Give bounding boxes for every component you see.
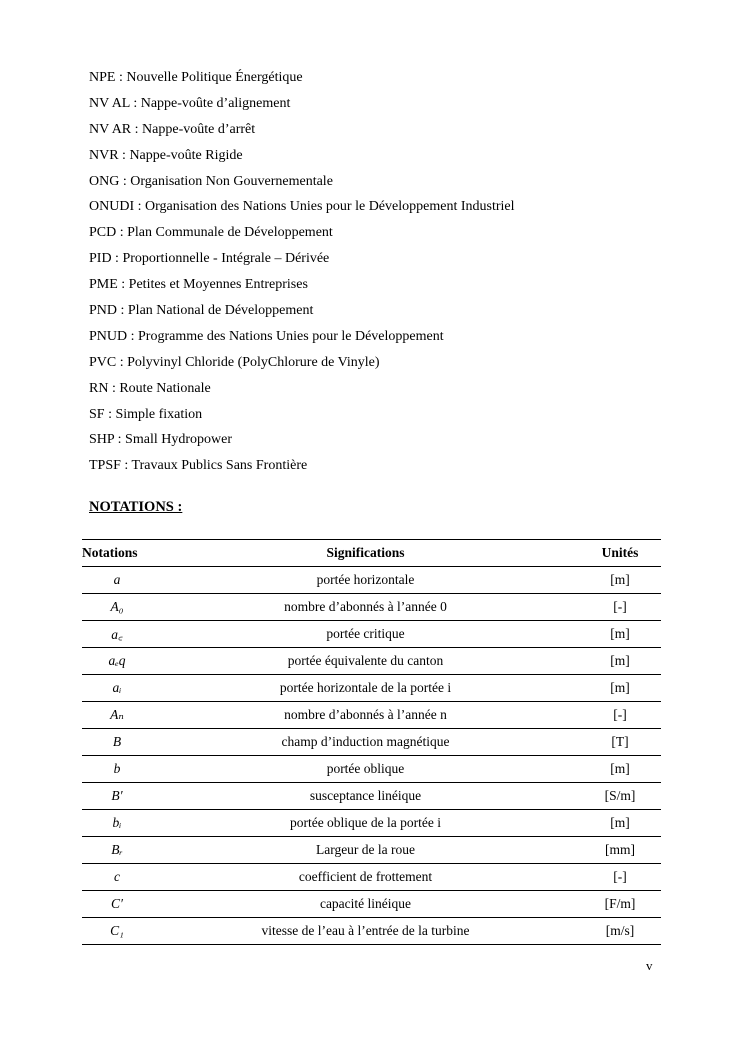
abbreviation-line: SF : Simple fixation	[89, 406, 203, 422]
notation-symbol: C₁	[82, 918, 152, 945]
notation-symbol: c	[82, 864, 152, 891]
abbreviation-line: NV AL : Nappe-voûte d’alignement	[89, 95, 291, 111]
notation-meaning: nombre d’abonnés à l’année n	[152, 702, 579, 729]
header-significations: Significations	[152, 540, 579, 567]
table-row	[82, 594, 661, 621]
notation-unit: [-]	[579, 702, 661, 729]
abbreviation-line: NPE : Nouvelle Politique Énergétique	[89, 70, 303, 85]
notation-symbol: aᵢ	[82, 675, 152, 702]
notation-meaning: portée équivalente du canton	[152, 648, 579, 675]
table-row	[82, 918, 661, 945]
abbreviation-line: RN : Route Nationale	[89, 380, 211, 396]
notation-symbol: aₑq	[82, 648, 152, 675]
notation-meaning: vitesse de l’eau à l’entrée de la turbine	[152, 918, 579, 945]
table-row	[82, 810, 661, 837]
notation-meaning: portée horizontale de la portée i	[152, 675, 579, 702]
notation-symbol: B′	[82, 783, 152, 810]
notation-symbol: a꜀	[82, 621, 152, 648]
abbreviation-line: PME : Petites et Moyennes Entreprises	[89, 277, 308, 293]
header-notations: Notations	[82, 540, 152, 567]
table-row	[82, 837, 661, 864]
notation-symbol: A₀	[82, 594, 152, 621]
notation-unit: [-]	[579, 864, 661, 891]
notation-symbol: Aₙ	[82, 702, 152, 729]
notation-meaning: portée oblique	[152, 756, 579, 783]
notation-meaning: portée horizontale	[152, 567, 579, 594]
table-row	[82, 675, 661, 702]
table-row	[82, 648, 661, 675]
notation-unit: [mm]	[579, 837, 661, 864]
notation-symbol: b	[82, 756, 152, 783]
notation-unit: [m]	[579, 567, 661, 594]
abbreviation-line: SHP : Small Hydropower	[89, 432, 232, 448]
table-header-row	[82, 540, 661, 567]
header-unites: Unités	[579, 540, 661, 567]
table-row	[82, 567, 661, 594]
notation-symbol: B	[82, 729, 152, 756]
notation-unit: [m/s]	[579, 918, 661, 945]
notation-unit: [m]	[579, 756, 661, 783]
notation-symbol: Bᵣ	[82, 837, 152, 864]
notation-meaning: Largeur de la roue	[152, 837, 579, 864]
notation-unit: [T]	[579, 729, 661, 756]
abbreviation-line: NV AR : Nappe-voûte d’arrêt	[89, 121, 256, 137]
abbreviation-line: PCD : Plan Communale de Développement	[89, 225, 333, 241]
abbreviation-line: PID : Proportionnelle - Intégrale – Dérivée	[89, 251, 330, 267]
abbreviation-line: TPSF : Travaux Publics Sans Frontière	[89, 458, 308, 474]
abbreviation-line: NVR : Nappe-voûte Rigide	[89, 147, 243, 163]
notation-unit: [m]	[579, 810, 661, 837]
abbreviation-line: ONUDI : Organisation des Nations Unies pour le Développement Industriel	[89, 199, 515, 215]
notation-meaning: nombre d’abonnés à l’année 0	[152, 594, 579, 621]
table-row	[82, 729, 661, 756]
notation-unit: [m]	[579, 648, 661, 675]
table-row	[82, 891, 661, 918]
page-number: v	[646, 958, 653, 973]
notation-symbol: a	[82, 567, 152, 594]
notation-unit: [F/m]	[579, 891, 661, 918]
notation-meaning: coefficient de frottement	[152, 864, 579, 891]
notation-unit: [m]	[579, 621, 661, 648]
notations-section-title: NOTATIONS :	[89, 499, 183, 515]
notation-symbol: C′	[82, 891, 152, 918]
notation-unit: [S/m]	[579, 783, 661, 810]
notations-table	[82, 539, 661, 945]
abbreviation-line: ONG : Organisation Non Gouvernementale	[89, 173, 333, 189]
table-row	[82, 864, 661, 891]
notation-unit: [m]	[579, 675, 661, 702]
table-row	[82, 621, 661, 648]
table-row	[82, 783, 661, 810]
abbreviation-line: PND : Plan National de Développement	[89, 303, 314, 319]
abbreviation-line: PVC : Polyvinyl Chloride (PolyChlorure de Vinyle)	[89, 354, 380, 370]
table-row	[82, 756, 661, 783]
abbreviation-list	[89, 68, 709, 482]
notation-meaning: portée oblique de la portée i	[152, 810, 579, 837]
notation-meaning: champ d’induction magnétique	[152, 729, 579, 756]
notation-meaning: susceptance linéique	[152, 783, 579, 810]
notation-meaning: capacité linéique	[152, 891, 579, 918]
notation-meaning: portée critique	[152, 621, 579, 648]
abbreviation-line: PNUD : Programme des Nations Unies pour le Développement	[89, 328, 444, 344]
notation-symbol: bᵢ	[82, 810, 152, 837]
table-row	[82, 702, 661, 729]
notation-unit: [-]	[579, 594, 661, 621]
